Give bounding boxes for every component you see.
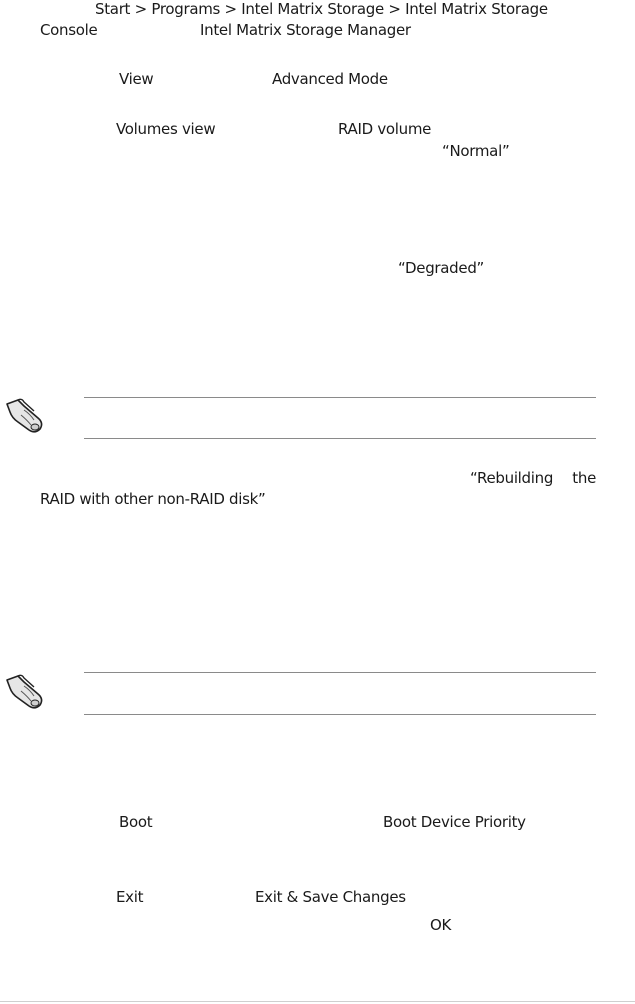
manager-label: Intel Matrix Storage Manager <box>200 21 411 39</box>
view-menu-label: View <box>119 70 154 88</box>
boot-menu-label: Boot <box>119 813 153 831</box>
exit-menu-label: Exit <box>116 888 144 906</box>
menu-path: Start > Programs > Intel Matrix Storage > Intel Matrix Storage <box>95 0 548 18</box>
console-label: Console <box>40 21 98 39</box>
boot-device-priority-label: Boot Device Priority <box>383 813 526 831</box>
note-rule-top <box>84 397 596 398</box>
hand-pointer-icon <box>4 672 48 712</box>
page-bottom-rule <box>0 1001 635 1002</box>
rebuilding-quote-end: RAID with other non-RAID disk” <box>40 490 266 508</box>
ok-label: OK <box>430 916 452 934</box>
normal-status: “Normal” <box>442 142 510 160</box>
note-rule-bottom-2 <box>84 714 596 715</box>
raid-volume-label: RAID volume <box>338 120 432 138</box>
volumes-view-label: Volumes view <box>116 120 216 138</box>
rebuilding-quote-the: the <box>572 469 596 487</box>
note-rule-top-2 <box>84 672 596 673</box>
degraded-status: “Degraded” <box>398 259 485 277</box>
hand-pointer-icon <box>4 396 48 436</box>
exit-save-changes-label: Exit & Save Changes <box>255 888 406 906</box>
rebuilding-quote-start: “Rebuilding <box>470 469 554 487</box>
advanced-mode-label: Advanced Mode <box>272 70 388 88</box>
note-rule-bottom <box>84 438 596 439</box>
